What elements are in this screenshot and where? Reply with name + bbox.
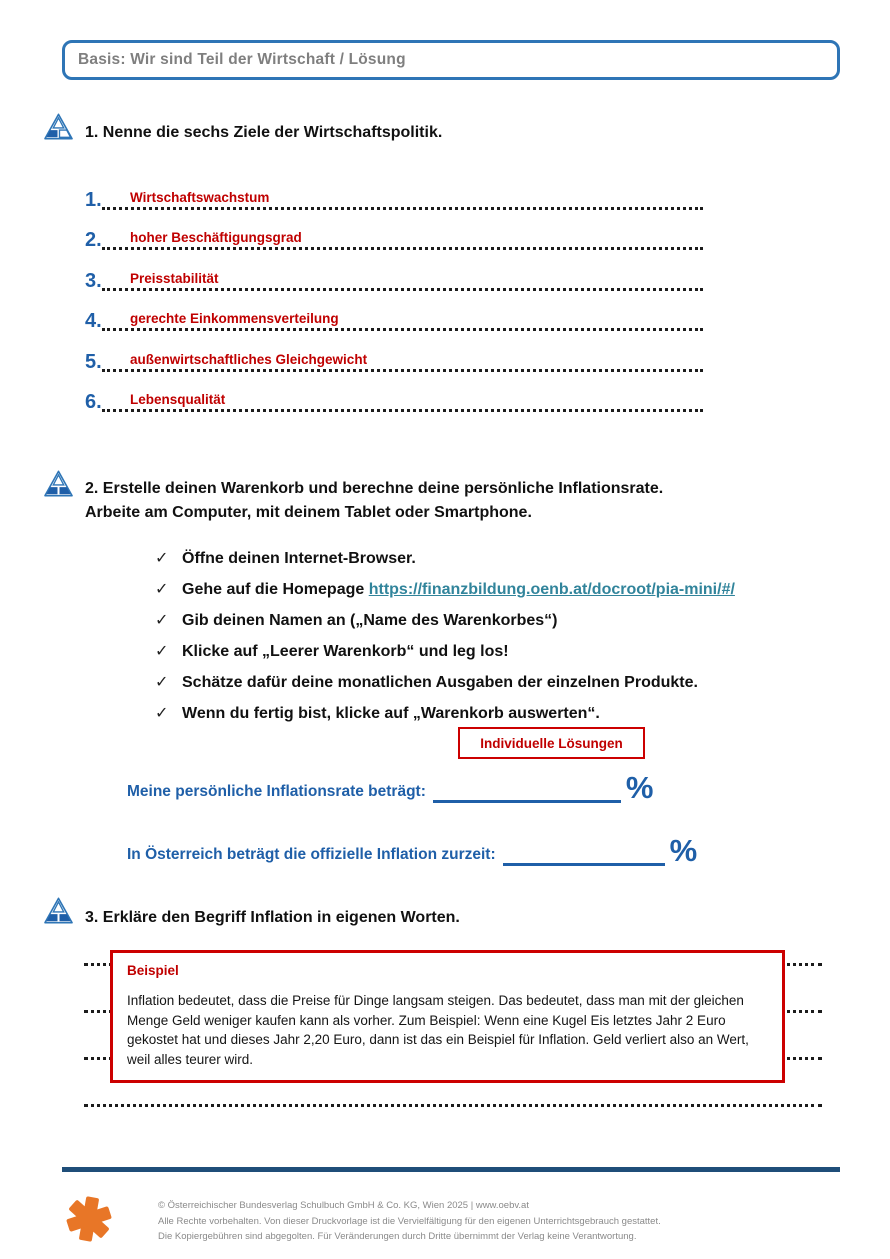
goal-answer-text: Lebensqualität bbox=[130, 392, 226, 407]
goal-answer-text: außenwirtschaftliches Gleichgewicht bbox=[130, 352, 368, 367]
task2-heading-line2: Arbeite am Computer, mit deinem Tablet oder Smartphone. bbox=[85, 504, 532, 521]
footer-copyright-line1: © Österreichischer Bundesverlag Schulbuch GmbH & Co. KG, Wien 2025 | www.oebv.at bbox=[158, 1200, 529, 1211]
footer-copyright-line3: Die Kopiergebühren sind abgegolten. Für Veränderungen durch Dritte übernimmt der Verlag keine Verantwortung. bbox=[158, 1231, 637, 1242]
answer-dotted-line bbox=[102, 288, 703, 291]
checklist-item bbox=[155, 672, 698, 694]
individual-solutions-stamp bbox=[458, 727, 645, 759]
step-text: Gib deinen Namen an („Name des Warenkorbes“) bbox=[182, 612, 558, 629]
fill-in-blank bbox=[503, 861, 665, 866]
task3-heading: 3. Erkläre den Begriff Inflation in eigenen Worten. bbox=[85, 909, 460, 926]
example-box bbox=[110, 950, 785, 1083]
difficulty-pyramid-icon bbox=[44, 113, 73, 140]
footer-copyright-line2: Alle Rechte vorbehalten. Von dieser Druckvorlage ist die Vervielfältigung für den eigenen Unterrichtsgebrauch gestattet. bbox=[158, 1215, 661, 1227]
step-text: Gehe auf die Homepage bbox=[182, 581, 369, 598]
answer-dotted-line bbox=[102, 328, 703, 331]
oebv-logo-icon bbox=[66, 1192, 112, 1246]
percent-sign: % bbox=[669, 833, 698, 868]
personal-inflation-line bbox=[127, 768, 653, 804]
footer-divider bbox=[62, 1167, 840, 1172]
task2-heading-line1: 2. Erstelle deinen Warenkorb und berechne deine persönliche Inflationsrate. bbox=[85, 480, 664, 497]
answer-dotted-line bbox=[102, 207, 703, 210]
answer-dotted-line bbox=[102, 247, 703, 250]
homepage-link[interactable]: https://finanzbildung.oenb.at/docroot/pia-mini/#/ bbox=[368, 581, 735, 598]
task1-heading: 1. Nenne die sechs Ziele der Wirtschaftspolitik. bbox=[85, 124, 443, 141]
task2-heading bbox=[85, 477, 785, 525]
step-text: Wenn du fertig bist, klicke auf „Warenkorb auswerten“. bbox=[182, 705, 600, 722]
goal-number: 6. bbox=[85, 391, 102, 413]
difficulty-pyramid-icon bbox=[44, 897, 73, 924]
checkmark-icon: ✓ bbox=[155, 581, 169, 598]
goal-number: 4. bbox=[85, 310, 102, 332]
goal-row bbox=[85, 340, 703, 374]
worksheet-title-box bbox=[62, 40, 840, 80]
example-heading: Beispiel bbox=[127, 963, 179, 978]
step-text: Öffne deinen Internet-Browser. bbox=[182, 550, 416, 567]
answer-dotted-line bbox=[84, 1104, 822, 1107]
goal-row bbox=[85, 259, 703, 293]
answer-dotted-line bbox=[102, 369, 703, 372]
goal-number: 1. bbox=[85, 189, 102, 211]
checklist-item bbox=[155, 579, 735, 601]
checklist-item bbox=[155, 641, 509, 663]
goal-number: 2. bbox=[85, 229, 102, 251]
official-inflation-label: In Österreich beträgt die offizielle Inflation zurzeit: bbox=[127, 846, 496, 863]
worksheet-title: Basis: Wir sind Teil der Wirtschaft / Lösung bbox=[78, 51, 406, 68]
goal-answer-text: Preisstabilität bbox=[130, 271, 219, 286]
goal-number: 3. bbox=[85, 270, 102, 292]
step-text: Schätze dafür deine monatlichen Ausgaben der einzelnen Produkte. bbox=[182, 674, 698, 691]
stamp-label: Individuelle Lösungen bbox=[480, 735, 623, 751]
step-text: Klicke auf „Leerer Warenkorb“ und leg los! bbox=[182, 643, 509, 660]
goal-row bbox=[85, 299, 703, 333]
personal-inflation-label: Meine persönliche Inflationsrate beträgt: bbox=[127, 783, 426, 800]
checklist-item bbox=[155, 703, 600, 725]
goal-answer-text: gerechte Einkommensverteilung bbox=[130, 311, 339, 326]
answer-dotted-line bbox=[102, 409, 703, 412]
fill-in-blank bbox=[433, 798, 621, 803]
footer-copyright bbox=[158, 1198, 718, 1245]
goal-answer-text: Wirtschaftswachstum bbox=[130, 190, 270, 205]
checkmark-icon: ✓ bbox=[155, 674, 169, 691]
goal-row bbox=[85, 178, 703, 212]
goal-number: 5. bbox=[85, 351, 102, 373]
checkmark-icon: ✓ bbox=[155, 705, 169, 722]
goal-answer-text: hoher Beschäftigungsgrad bbox=[130, 230, 302, 245]
checklist-item bbox=[155, 610, 558, 632]
checkmark-icon: ✓ bbox=[155, 643, 169, 660]
goal-row bbox=[85, 380, 703, 414]
example-text: Inflation bedeutet, dass die Preise für Dinge langsam steigen. Das bedeutet, dass man mit der gleichen Menge Geld weniger kaufen kann als vorher. Zum Beispiel: Wenn eine Kugel Eis letztes Jahr 2 Euro gekostet hat und dieses Jahr 2,20 Euro, dann ist das ein Beispiel für Inflation. Geld verliert also an Wert, weil alles teurer wird. bbox=[127, 993, 749, 1067]
checkmark-icon: ✓ bbox=[155, 612, 169, 629]
percent-sign: % bbox=[625, 770, 654, 805]
difficulty-pyramid-icon bbox=[44, 470, 73, 497]
official-inflation-line bbox=[127, 831, 697, 867]
checkmark-icon: ✓ bbox=[155, 550, 169, 567]
goal-row bbox=[85, 218, 703, 252]
checklist-item bbox=[155, 548, 416, 570]
